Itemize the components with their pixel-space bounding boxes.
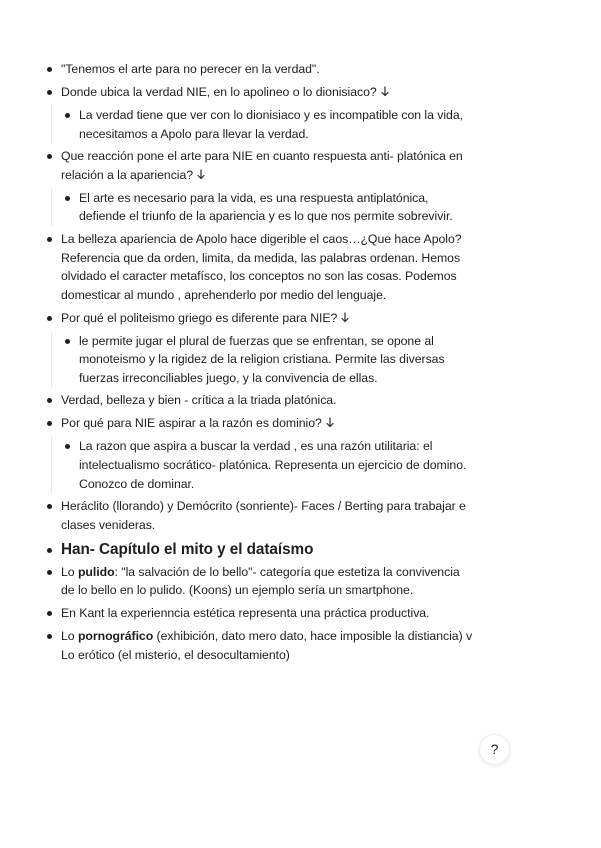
- list-item-text: Por qué para NIE aspirar a la razón es dominio?: [61, 416, 322, 431]
- list-item: [44, 60, 474, 79]
- nested-list-item: [62, 332, 474, 388]
- list-item-text: Lo: [61, 629, 78, 644]
- list-item-text: : "la salvación de lo bello"- categoría que estetiza la convivencia de lo bello en lo pulido. (Koons) un ejemplo sería un smartphone.: [61, 564, 460, 598]
- nested-list-item-text: le permite jugar el plural de fuerzas que se enfrentan, se opone al monoteismo y la rigidez de la religion cristiana. Permite las diversas fuerzas irreconciliables juego, y la convivencia de ellas.: [79, 333, 445, 385]
- help-button[interactable]: [480, 735, 509, 764]
- nested-list: [51, 437, 474, 493]
- nested-list-item-text: La verdad tiene que ver con lo dionisiaco y es incompatible con la vida, necesitamos a Apolo para llevar la verdad.: [79, 107, 463, 141]
- question-mark-icon: ?: [490, 741, 499, 757]
- bold-term: pulido: [77, 564, 115, 579]
- list-item-text: La belleza apariencia de Apolo hace digerible el caos…¿Que hace Apolo? Referencia que da orden, limita, da medida, las palabras ordenan. Hemos olvidado el caracter metafísco, los conceptos no son las cosas. Podemos domesticar al mundo , aprehenderlo por medio del lenguaje.: [61, 231, 462, 302]
- list-item: [44, 391, 474, 410]
- list-item: [44, 230, 474, 304]
- list-item: [44, 563, 474, 600]
- nested-list: [51, 189, 474, 226]
- bold-term: pornográfico: [77, 629, 154, 644]
- nested-list-item: [62, 189, 474, 226]
- list-item[interactable]: [44, 414, 474, 433]
- list-item[interactable]: [44, 309, 474, 328]
- section-heading: [44, 539, 474, 561]
- nested-list: [51, 332, 474, 388]
- list-item-text: Donde ubica la verdad NIE, en lo apolineo o lo dionisiaco?: [61, 84, 377, 99]
- list-item[interactable]: [44, 147, 474, 184]
- list-item-text: "Tenemos el arte para no perecer en la verdad".: [61, 62, 320, 76]
- list-item-text: Que reacción pone el arte para NIE en cuanto respuesta anti- platónica en relación a la apariencia?: [61, 149, 463, 182]
- nested-list-item-text: La razon que aspira a buscar la verdad , es una razón utilitaria: el intelectualismo socrático- platónica. Representa un ejercicio de domino. Conozco de dominar.: [79, 439, 467, 491]
- list-item: [44, 627, 474, 664]
- arrow-down-icon[interactable]: [197, 169, 205, 180]
- notes-list: [44, 60, 474, 669]
- arrow-down-icon[interactable]: [341, 312, 349, 323]
- list-item-text: En Kant la experienncia estética representa una práctica productiva.: [61, 606, 430, 621]
- section-heading-text: Han- Capítulo el mito y el dataísmo: [61, 540, 314, 558]
- nested-list-item-text: El arte es necesario para la vida, es una respuesta antiplatónica, defiende el triunfo de la apariencia y es lo que nos permite sobrevivir.: [79, 190, 453, 224]
- nested-list-item: [62, 106, 474, 143]
- list-item-text: (exhibición, dato mero dato, hace imposible la distiancia) v Lo erótico (el misterio, el desocultamiento): [61, 629, 473, 662]
- list-item: [44, 604, 474, 623]
- list-item[interactable]: [44, 83, 474, 102]
- arrow-down-icon[interactable]: [381, 86, 389, 97]
- list-item-text: Por qué el politeismo griego es diferente para NIE?: [61, 310, 338, 325]
- list-item-text: Verdad, belleza y bien - crítica a la triada platónica.: [61, 393, 337, 408]
- list-item: [44, 497, 474, 534]
- nested-list: [51, 106, 474, 143]
- nested-list-item: [62, 437, 474, 493]
- list-item-text: Lo: [61, 564, 78, 579]
- arrow-down-icon[interactable]: [326, 417, 334, 428]
- list-item-text: Heráclito (llorando) y Demócrito (sonriente)- Faces / Berting para trabajar e clases venideras.: [61, 499, 466, 532]
